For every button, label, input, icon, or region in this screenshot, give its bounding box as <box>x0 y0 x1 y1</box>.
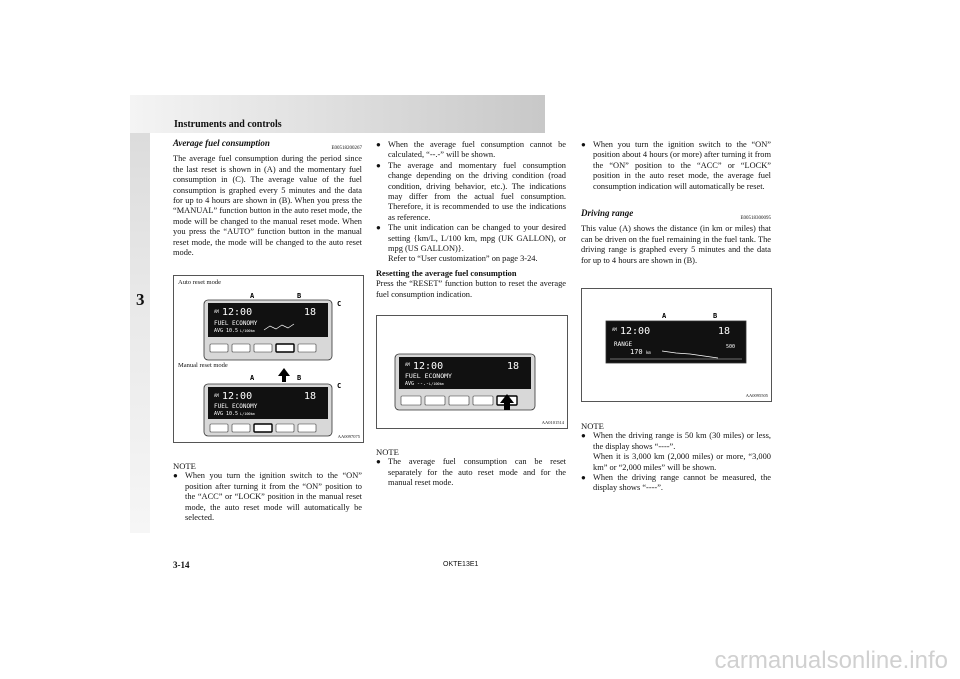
fig2-am: AM <box>405 362 410 367</box>
clock-text: 12:00 <box>222 307 253 318</box>
temp-text-2: 18 <box>304 391 317 402</box>
page-number: 3-14 <box>173 560 190 570</box>
column-2 <box>376 140 566 300</box>
note-3-text-1b: When it is 3,000 km (2,000 miles) or more, “3,000 km” or “2,000 miles” will be shown. <box>593 452 771 472</box>
am-text-2: AM <box>214 393 219 398</box>
figure-reset-button <box>376 315 568 429</box>
driving-range-heading-row <box>581 208 771 224</box>
fig3-callout-b: B <box>713 312 718 320</box>
manual-code: OKTE13E1 <box>443 561 479 568</box>
note-2-text: The average fuel consumption can be reset separately for the auto reset mode and for the manual reset mode. <box>388 457 566 488</box>
avg-fuel-heading-row <box>173 138 362 154</box>
note-1-text: When you turn the ignition switch to the “ON” position after turning it from the “ON” position to the “ACC” or “LOCK” position in the manual reset mode, the auto reset mode will automatically be selected. <box>185 471 362 523</box>
note-3-bullet-2 <box>581 473 771 494</box>
watermark: carmanualsonline.info <box>714 647 948 674</box>
avg-fuel-heading: Average fuel consumption <box>173 138 270 148</box>
figure-1-code: AA0097075 <box>337 434 360 439</box>
fig3-side-value: 500 <box>726 344 736 350</box>
avg-value-text-2: 10.5 <box>226 411 239 417</box>
note-3-bullet-1 <box>581 431 771 452</box>
col2-bullet-3-text: The unit indication can be changed to your desired setting {km/L, L/100 km, mpg (UK GALLON), or mpg (US GALLON)}. <box>388 223 566 254</box>
avg-fuel-paragraph: The average fuel consumption during the period since the last reset is shown in (A) and the momentary fuel consumption in (C). The average value of the fuel consumption is graphed every 5 minutes and the data for up to 4 hours are shown in (B). When you press the “MANUAL” function button in the auto reset mode, the mode will be changed to the manual reset mode. When you press the “AUTO” function button in the manual reset mode, the mode will be changed to the auto reset mode. <box>173 154 362 258</box>
col2-bullet-2-text: The average and momentary fuel consumption change depending on the driving condition (road condition, driving behavior, etc.). The indications may differ from the actual fuel consumption. Therefore, it is recommended to use the indications as reference. <box>388 160 566 222</box>
note-label-1: NOTE <box>173 461 196 471</box>
chapter-number: 3 <box>136 290 145 309</box>
driving-range-code: E00518300095 <box>740 216 771 222</box>
fuel-text: FUEL ECONOMY <box>214 320 258 327</box>
callout-b-2: B <box>297 374 302 382</box>
fig3-callout-a: A <box>662 312 667 320</box>
callout-a-1: A <box>250 292 255 300</box>
figure-2-code: AA0101514 <box>541 420 564 425</box>
col2-bullet-3 <box>376 223 566 254</box>
avg-fuel-code: E00518200267 <box>331 146 362 151</box>
col2-bullet-3-ref: Refer to “User customization” on page 3-24. <box>388 254 538 264</box>
figure-3-code: AA0095505 <box>745 393 768 398</box>
col2-bullet-1-text: When the average fuel consumption cannot be calculated, “--.-” will be shown. <box>388 140 566 160</box>
unit-text: L/100km <box>240 329 255 333</box>
fuel-text-2: FUEL ECONOMY <box>214 403 258 410</box>
auto-reset-label: Auto reset mode <box>178 279 221 286</box>
avg-text: AVG <box>214 328 224 334</box>
driving-range-paragraph: This value (A) shows the distance (in km or miles) that can be driven on the fuel remaining in the fuel tank. The driving range is graphed every 5 minutes and the data for up to 4 hours are shown in (B). <box>581 224 771 265</box>
figure-2-drawing <box>377 316 567 428</box>
reset-heading: Resetting the average fuel consumption <box>376 268 517 278</box>
col3-bullet-1 <box>581 140 771 192</box>
display-auto <box>204 300 332 360</box>
fig2-unit: L/100km <box>429 382 444 386</box>
col3-bullet-1-text: When you turn the ignition switch to the “ON” position about 4 hours (or more) after turning it from the “ON” position to the “ACC” or “LOCK” position in the auto reset mode, the average fuel consumption indication will automatically be reset. <box>593 140 771 191</box>
figure-1-drawing <box>174 276 363 442</box>
display-manual <box>204 384 332 436</box>
figure-driving-range <box>581 288 772 402</box>
note-3-text-1: When the driving range is 50 km (30 miles) or less, the display shows “----”. <box>593 431 771 451</box>
note-label-2: NOTE <box>376 447 399 457</box>
fig3-temp: 18 <box>718 326 731 337</box>
fig3-range-unit: km <box>646 350 651 355</box>
callout-b-1: B <box>297 292 302 300</box>
figure-auto-manual-reset <box>173 275 364 443</box>
callout-c-2: C <box>337 382 342 390</box>
callout-c-1: C <box>337 300 342 308</box>
unit-text-2: L/100km <box>240 412 255 416</box>
fig3-clock: 12:00 <box>620 326 651 337</box>
avg-value-text: 10.5 <box>226 328 239 334</box>
fig3-range-value: 170 <box>630 348 643 356</box>
fig2-clock: 12:00 <box>413 361 444 372</box>
fig2-fuel: FUEL ECONOMY <box>405 372 452 380</box>
note-1-bullet <box>173 471 362 523</box>
fig2-avg-value: --.- <box>417 381 430 387</box>
column-1-note <box>173 461 362 523</box>
driving-range-heading: Driving range <box>581 208 634 219</box>
manual-reset-label: Manual reset mode <box>178 362 228 369</box>
fig2-avg: AVG <box>405 381 415 387</box>
avg-text-2: AVG <box>214 411 224 417</box>
note-label-3: NOTE <box>581 421 604 431</box>
chapter-strip <box>130 133 150 533</box>
column-3-note <box>581 421 771 494</box>
column-2-note <box>376 447 566 489</box>
note-3-text-2: When the driving range cannot be measured, the display shows “----”. <box>593 473 771 493</box>
column-3 <box>581 140 771 266</box>
temp-text: 18 <box>304 307 317 318</box>
figure-3-drawing <box>582 289 771 401</box>
col2-bullet-2 <box>376 161 566 223</box>
reset-text: Press the “RESET” function button to reset the average fuel consumption indication. <box>376 279 566 299</box>
clock-text-2: 12:00 <box>222 391 253 402</box>
am-text: AM <box>214 309 219 314</box>
col2-bullet-1 <box>376 140 566 161</box>
callout-a-2: A <box>250 374 255 382</box>
column-1 <box>173 138 362 258</box>
note-2-bullet <box>376 457 566 488</box>
fig3-range: RANGE <box>614 341 633 348</box>
fig3-am: AM <box>612 327 617 332</box>
fig2-temp: 18 <box>507 361 520 372</box>
section-title: Instruments and controls <box>174 119 282 130</box>
